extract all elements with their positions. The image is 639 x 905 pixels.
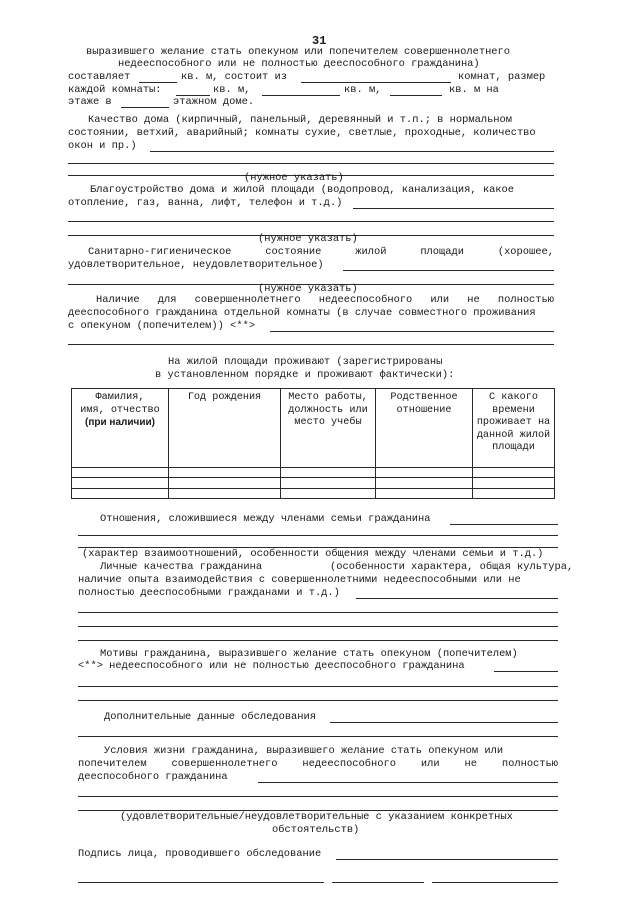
- hint-text: (удовлетворительные/неудовлетворительные с указанием конкретных: [120, 811, 513, 823]
- signature-line[interactable]: [336, 859, 558, 860]
- text-line: кв. м,: [344, 84, 382, 96]
- table-row: [72, 467, 555, 477]
- fill-line[interactable]: [301, 82, 451, 83]
- text-line: кв. м,: [213, 84, 251, 96]
- text-line: кв. м, состоит из: [181, 71, 288, 83]
- table-header-row: [72, 389, 555, 468]
- hint-text: (нужное указать): [244, 172, 344, 184]
- column-header-since: С какого времени проживает на данной жилой площади: [473, 389, 555, 468]
- table-row: [72, 478, 555, 488]
- column-header-name: Фамилия, имя, отчество (при наличии): [72, 389, 169, 468]
- text-line: Мотивы гражданина, выразившего желание стать опекуном (попечителем): [100, 648, 518, 660]
- text-line: состоянии, ветхий, аварийный; комнаты сухие, светлые, проходные, количество: [68, 127, 536, 139]
- column-header-birth-year: Год рождения: [169, 389, 281, 468]
- text-line: наличие опыта взаимодействия с совершеннолетними недееспособными или не: [78, 574, 521, 586]
- fill-line[interactable]: [343, 270, 554, 271]
- text-line: Условия жизни гражданина, выразившего желание стать опекуном или: [104, 745, 504, 757]
- text-line: <**> недееспособного или не полностью дееспособного гражданина: [78, 660, 465, 672]
- table-row: [72, 488, 555, 498]
- text-line: Отношения, сложившиеся между членами семьи гражданина: [100, 513, 431, 525]
- fill-line[interactable]: [121, 107, 169, 108]
- text-line: Наличие для совершеннолетнего недееспособного или не полностью: [96, 294, 554, 306]
- text-line: На жилой площади проживают (зарегистрированы: [168, 356, 443, 368]
- text-line: составляет: [68, 71, 131, 83]
- fill-line[interactable]: [139, 82, 177, 83]
- text-line: Подпись лица, проводившего обследование: [78, 848, 322, 860]
- text-line: дееспособного гражданина: [78, 771, 228, 783]
- text-line: каждой комнаты:: [68, 84, 162, 96]
- hint-text: обстоятельств): [272, 824, 360, 836]
- fill-line[interactable]: [68, 344, 554, 345]
- fill-line[interactable]: [78, 700, 558, 701]
- text-line: Личные качества гражданина: [100, 561, 263, 573]
- text-line: (особенности характера, общая культура,: [330, 561, 574, 573]
- text-line: этажном доме.: [173, 96, 255, 108]
- text-line: комнат, размер: [458, 71, 546, 83]
- fill-line[interactable]: [330, 722, 558, 723]
- hint-text: (характер взаимоотношений, особенности общения между членами семьи и т.д.): [82, 548, 544, 560]
- text-line: в установленном порядке и проживают фактически):: [155, 369, 455, 381]
- fill-line[interactable]: [258, 782, 558, 783]
- text-line: кв. м на: [449, 84, 499, 96]
- text-line: с опекуном (попечителем)) <**>: [68, 320, 256, 332]
- fill-line[interactable]: [356, 598, 558, 599]
- residents-table: [71, 388, 555, 499]
- text-line: этаже в: [68, 96, 112, 108]
- fill-line[interactable]: [150, 151, 554, 152]
- text-line: удовлетворительное, неудовлетворительное): [68, 259, 324, 271]
- text-line: недееспособного или не полностью дееспособного гражданина): [118, 58, 480, 70]
- fill-line[interactable]: [78, 736, 558, 737]
- fill-line[interactable]: [353, 208, 554, 209]
- column-header-workplace: Место работы, должность или место учебы: [281, 389, 376, 468]
- fill-line[interactable]: [390, 95, 442, 96]
- page-number: 31: [312, 34, 327, 48]
- hint-text: (нужное указать): [258, 233, 358, 245]
- signature-line[interactable]: [78, 882, 324, 883]
- fill-line[interactable]: [68, 163, 554, 164]
- column-header-relation: Родственное отношение: [376, 389, 473, 468]
- text-line: Благоустройство дома и жилой площади (водопровод, канализация, какое: [90, 184, 515, 196]
- text-line: Качество дома (кирпичный, панельный, деревянный и т.п.; в нормальном: [88, 114, 513, 126]
- text-line: дееспособного гражданина отдельной комнаты (в случае совместного проживания: [68, 307, 536, 319]
- signature-line[interactable]: [332, 882, 424, 883]
- fill-line[interactable]: [78, 796, 558, 797]
- signature-line[interactable]: [432, 882, 558, 883]
- fill-line[interactable]: [262, 95, 340, 96]
- text-line: окон и пр.): [68, 140, 137, 152]
- hint-text: (нужное указать): [258, 283, 358, 295]
- text-line: полностью дееспособными гражданами и т.д.): [78, 587, 340, 599]
- text-line: отопление, газ, ванна, лифт, телефон и т.д.): [68, 197, 343, 209]
- fill-line[interactable]: [450, 524, 558, 525]
- text-line: выразившего желание стать опекуном или попечителем совершеннолетнего: [86, 46, 511, 58]
- fill-line[interactable]: [78, 612, 558, 613]
- fill-line[interactable]: [270, 331, 554, 332]
- fill-line[interactable]: [68, 221, 554, 222]
- text-line: попечителем совершеннолетнего недееспособного или не полностью: [78, 758, 558, 770]
- fill-line[interactable]: [78, 535, 558, 536]
- text-line: Дополнительные данные обследования: [104, 711, 317, 723]
- text-line: Санитарно-гигиеническое состояние жилой площади (хорошее,: [88, 246, 554, 258]
- fill-line[interactable]: [78, 626, 558, 627]
- fill-line[interactable]: [78, 686, 558, 687]
- fill-line[interactable]: [494, 671, 558, 672]
- fill-line[interactable]: [78, 640, 558, 641]
